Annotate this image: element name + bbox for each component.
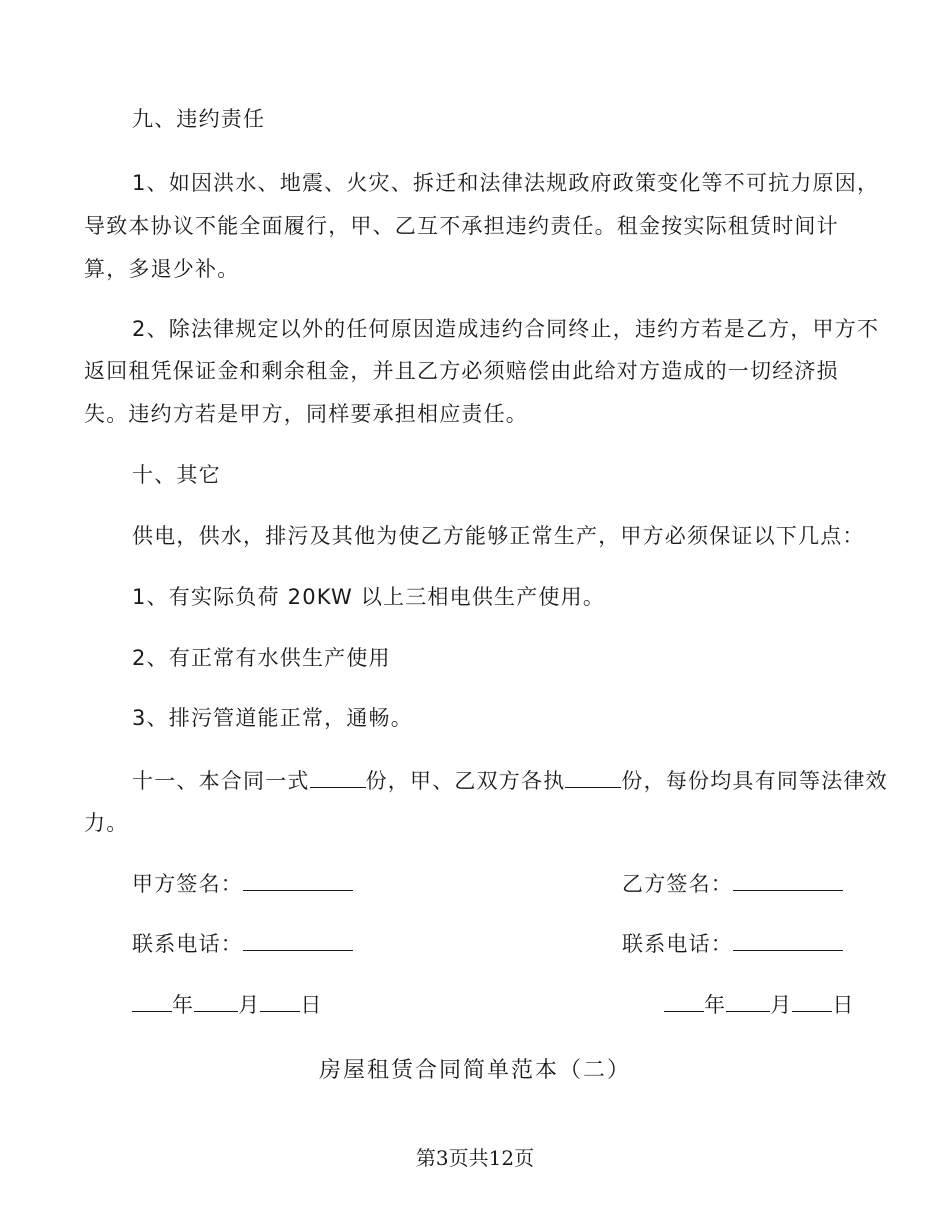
clause-9-2-line-1: 2、除法律规定以外的任何原因造成违约合同终止，违约方若是乙方，甲方不 (132, 317, 880, 341)
day-label: 日 (300, 993, 323, 1017)
copies-total-blank[interactable] (310, 765, 366, 788)
clause-11-line-2: 力。 (84, 811, 129, 835)
clause-9-2-line-3: 失。违约方若是甲方，同样要承担相应责任。 (84, 402, 528, 426)
party-a-phone (132, 928, 353, 959)
day-label: 日 (832, 993, 855, 1017)
party-b-month-blank[interactable] (726, 989, 770, 1012)
party-b-signature (622, 868, 843, 899)
party-b-phone (622, 928, 843, 959)
utility-item-water: 2、有正常有水供生产使用 (132, 646, 391, 670)
clause-9-1-line-1: 1、如因洪水、地震、火灾、拆迁和法律法规政府政策变化等不可抗力原因， (132, 171, 880, 195)
next-contract-title: 房屋租赁合同简单范本（二） (318, 1058, 631, 1083)
party-b-signature-blank[interactable] (733, 868, 843, 891)
clause-9-1-line-3: 算，多退少补。 (84, 257, 240, 281)
party-b-day-blank[interactable] (792, 989, 832, 1012)
party-a-day-blank[interactable] (260, 989, 300, 1012)
party-a-signature-blank[interactable] (243, 868, 353, 891)
clause-11-text-a: 十一、本合同一式 (132, 769, 310, 793)
party-a-phone-blank[interactable] (243, 928, 353, 951)
party-a-signature-label: 甲方签名： (132, 872, 243, 896)
party-a-date (132, 989, 323, 1020)
clause-9-1-line-2: 导致本协议不能全面履行，甲、乙互不承担违约责任。租金按实际租赁时间计 (84, 214, 839, 238)
clause-11-line-1 (132, 765, 888, 796)
party-b-phone-label: 联系电话： (622, 932, 733, 956)
page-number-footer: 第3页共12页 (415, 1146, 535, 1170)
clause-11-text-c: 份，每份均具有同等法律效 (621, 769, 888, 793)
section-heading-other: 十、其它 (132, 463, 221, 487)
month-label: 月 (238, 993, 261, 1017)
year-label: 年 (172, 993, 195, 1017)
utilities-intro: 供电，供水，排污及其他为使乙方能够正常生产，甲方必须保证以下几点： (132, 524, 865, 548)
party-a-phone-label: 联系电话： (132, 932, 243, 956)
party-a-year-blank[interactable] (132, 989, 172, 1012)
year-label: 年 (704, 993, 727, 1017)
party-b-signature-label: 乙方签名： (622, 872, 733, 896)
party-a-month-blank[interactable] (194, 989, 238, 1012)
section-heading-breach: 九、违约责任 (132, 107, 266, 131)
month-label: 月 (770, 993, 793, 1017)
clause-9-2-line-2: 返回租凭保证金和剩余租金，并且乙方必须赔偿由此给对方造成的一切经济损 (84, 359, 839, 383)
party-b-phone-blank[interactable] (733, 928, 843, 951)
utility-item-power: 1、有实际负荷 20KW 以上三相电供生产使用。 (132, 585, 606, 609)
party-b-date (664, 989, 855, 1020)
party-b-year-blank[interactable] (664, 989, 704, 1012)
utility-item-drainage: 3、排污管道能正常，通畅。 (132, 706, 413, 730)
copies-each-blank[interactable] (565, 765, 621, 788)
clause-11-text-b: 份，甲、乙双方各执 (365, 769, 566, 793)
party-a-signature (132, 868, 353, 899)
